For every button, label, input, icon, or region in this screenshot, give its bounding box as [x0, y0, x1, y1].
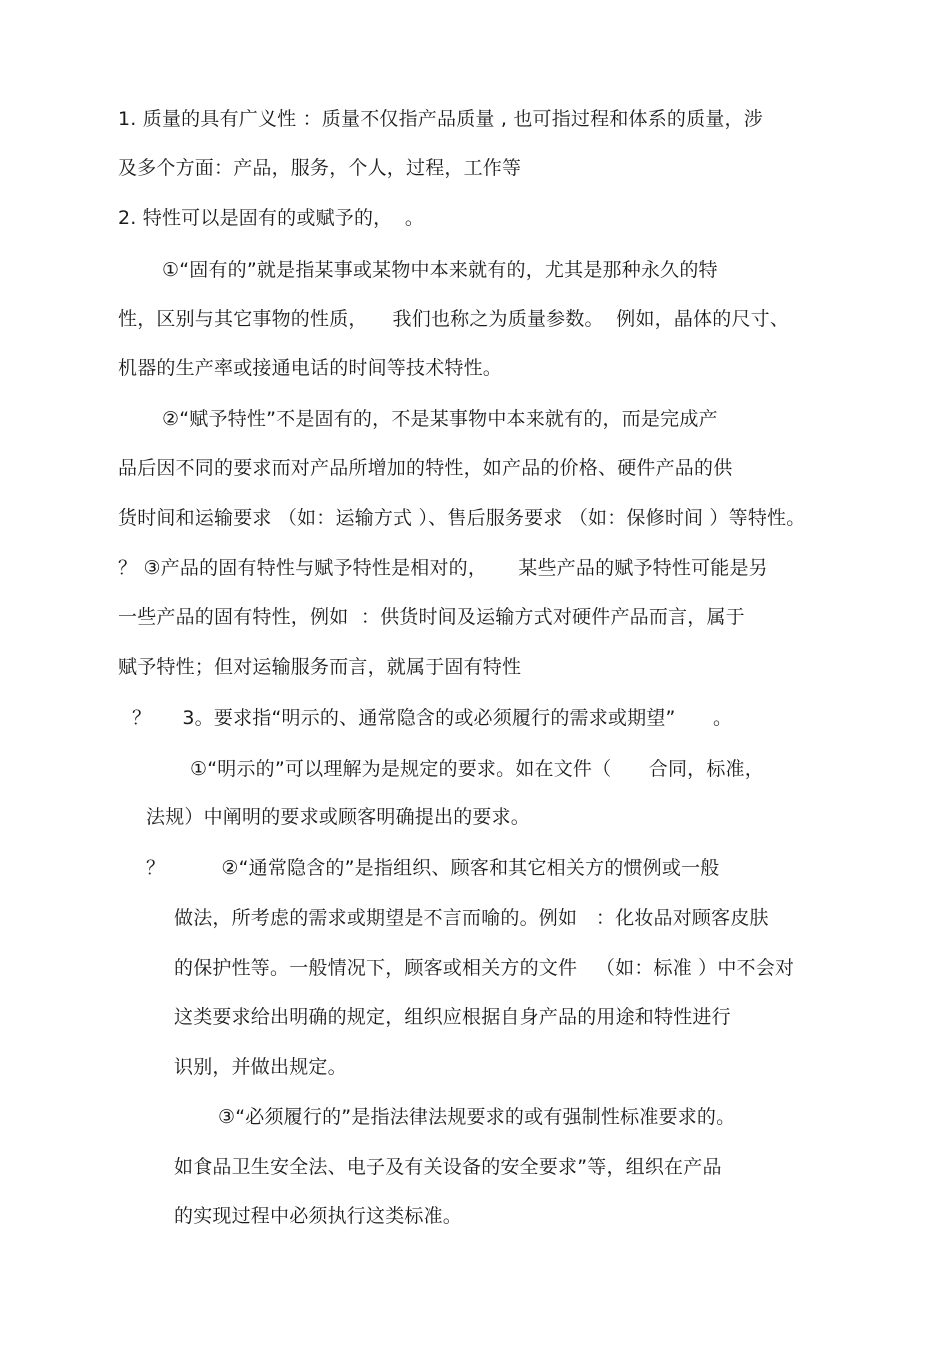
text-line-13: ？ 3。要求指“明示的、通常隐含的或必须履行的需求或期望” 。 — [132, 707, 733, 729]
text-line-17: 做法，所考虑的需求或期望是不言而喻的。例如 ：化妆品对顾客皮肤 — [174, 907, 769, 929]
text-line-14: ①“明示的”可以理解为是规定的要求。如在文件（ 合同，标准， — [190, 758, 764, 780]
text-line-7: ②“赋予特性”不是固有的，不是某事物中本来就有的，而是完成产 — [162, 408, 718, 430]
text-line-12: 赋予特性；但对运输服务而言，就属于固有特性 — [118, 656, 522, 678]
text-line-9: 货时间和运输要求 （如：运输方式 ）、售后服务要求 （如：保修时间 ）等特性。 — [118, 507, 806, 529]
text-line-15: 法规）中阐明的要求或顾客明确提出的要求。 — [146, 806, 531, 828]
text-line-10: ？ ③产品的固有特性与赋予特性是相对的， 某些产品的赋予特性可能是另 — [118, 557, 768, 579]
text-line-18: 的保护性等。一般情况下，顾客或相关方的文件 （如：标准 ）中不会对 — [174, 957, 795, 979]
text-line-4: ①“固有的”就是指某事或某物中本来就有的，尤其是那种永久的特 — [162, 259, 718, 281]
text-line-11: 一些产品的固有特性，例如 ：供货时间及运输方式对硬件产品而言，属于 — [118, 606, 745, 628]
text-line-5: 性，区别与其它事物的性质， 我们也称之为质量参数。 例如，晶体的尺寸、 — [118, 308, 790, 330]
text-line-19: 这类要求给出明确的规定，组织应根据自身产品的用途和特性进行 — [174, 1006, 731, 1028]
text-line-21: ③“必须履行的”是指法律法规要求的或有强制性标准要求的。 — [218, 1106, 736, 1128]
text-line-20: 识别，并做出规定。 — [174, 1056, 347, 1078]
text-line-22: 如食品卫生安全法、电子及有关设备的安全要求”等，组织在产品 — [174, 1156, 722, 1178]
text-line-6: 机器的生产率或接通电话的时间等技术特性。 — [118, 357, 503, 379]
text-line-8: 品后因不同的要求而对产品所增加的特性，如产品的价格、硬件产品的供 — [118, 457, 733, 479]
text-line-3: 2. 特性可以是固有的或赋予的， 。 — [118, 207, 425, 229]
text-line-1: 1. 质量的具有广义性 ：质量不仅指产品质量 , 也可指过程和体系的质量，涉 — [118, 108, 763, 130]
text-line-16: ？ ②“通常隐含的”是指组织、顾客和其它相关方的惯例或一般 — [146, 857, 720, 879]
text-line-23: 的实现过程中必须执行这类标准。 — [174, 1205, 463, 1227]
text-line-2: 及多个方面：产品，服务，个人，过程，工作等 — [118, 157, 522, 179]
